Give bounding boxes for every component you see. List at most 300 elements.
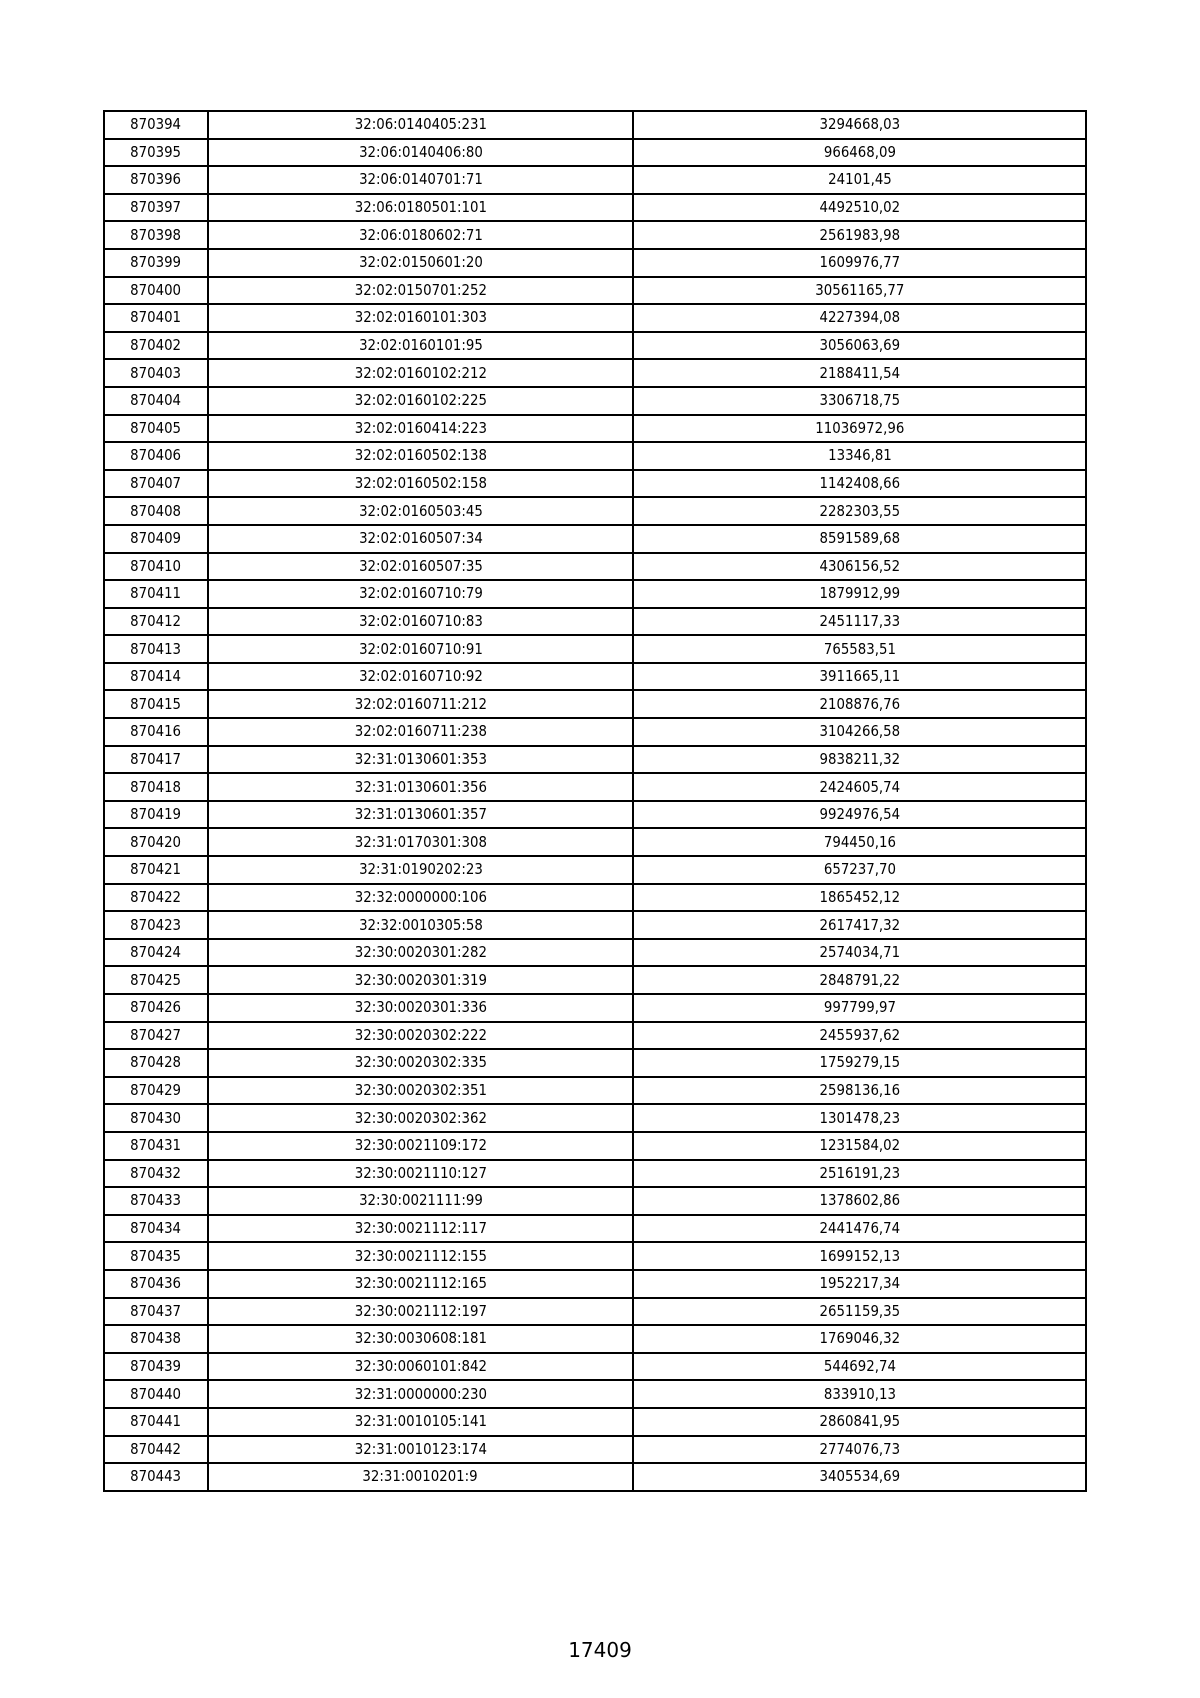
value-cell [633,359,1086,387]
row-number-cell-text: 870394 [130,115,182,134]
value-cell-text: 4492510,02 [819,198,900,217]
value-cell [633,1104,1086,1132]
row-number-cell [104,1187,208,1215]
row-number-cell [104,801,208,829]
row-number-cell-text: 870421 [130,860,182,879]
cadastral-number-cell-text: 32:31:0130601:353 [354,749,487,768]
cadastral-number-cell [208,359,633,387]
cadastral-number-cell-text: 32:06:0140405:231 [354,115,487,134]
cadastral-number-cell-text: 32:31:0170301:308 [354,832,487,851]
cadastral-number-cell [208,166,633,194]
value-cell [633,1132,1086,1160]
table-row [104,1160,1086,1188]
value-cell [633,966,1086,994]
cadastral-number-cell-text: 32:30:0021109:172 [354,1136,487,1155]
row-number-cell [104,1436,208,1464]
cadastral-number-cell [208,221,633,249]
row-number-cell [104,111,208,139]
row-number-cell [104,332,208,360]
table-row [104,1022,1086,1050]
value-cell [633,1436,1086,1464]
cadastral-number-cell [208,470,633,498]
value-cell-text: 2282303,55 [819,501,900,520]
table-row [104,387,1086,415]
cadastral-number-cell-text: 32:02:0160711:212 [354,694,487,713]
value-cell [633,690,1086,718]
table-row [104,525,1086,553]
value-cell [633,635,1086,663]
value-cell [633,470,1086,498]
row-number-cell-text: 870426 [130,998,182,1017]
row-number-cell [104,1270,208,1298]
value-cell [633,166,1086,194]
value-cell [633,221,1086,249]
cadastral-number-cell-text: 32:02:0160101:303 [354,308,487,327]
value-cell-text: 3911665,11 [819,667,900,686]
value-cell-text: 2774076,73 [819,1439,900,1458]
row-number-cell [104,1242,208,1270]
cadastral-number-cell [208,139,633,167]
value-cell-text: 9924976,54 [819,805,900,824]
row-number-cell [104,1049,208,1077]
value-cell-text: 1865452,12 [819,887,900,906]
table-row [104,828,1086,856]
cadastral-value-table [103,110,1087,1492]
cadastral-number-cell [208,553,633,581]
row-number-cell [104,1160,208,1188]
cadastral-number-cell-text: 32:32:0000000:106 [354,887,487,906]
value-cell [633,1077,1086,1105]
value-cell [633,194,1086,222]
table-row [104,497,1086,525]
value-cell-text: 1759279,15 [819,1053,900,1072]
row-number-cell [104,939,208,967]
row-number-cell-text: 870398 [130,225,182,244]
row-number-cell-text: 870397 [130,198,182,217]
row-number-cell-text: 870425 [130,970,182,989]
cadastral-number-cell-text: 32:02:0150701:252 [354,280,487,299]
table-row [104,911,1086,939]
cadastral-number-cell [208,1242,633,1270]
cadastral-number-cell-text: 32:02:0150601:20 [358,253,483,272]
value-cell-text: 1142408,66 [819,474,900,493]
table-row [104,580,1086,608]
cadastral-number-cell-text: 32:31:0010105:141 [354,1412,487,1431]
value-cell [633,387,1086,415]
cadastral-number-cell-text: 32:02:0160710:92 [358,667,483,686]
row-number-cell [104,1325,208,1353]
row-number-cell-text: 870396 [130,170,182,189]
cadastral-number-cell-text: 32:30:0020302:335 [354,1053,487,1072]
table-row [104,249,1086,277]
table-row [104,690,1086,718]
cadastral-number-cell [208,387,633,415]
row-number-cell [104,1215,208,1243]
row-number-cell [104,966,208,994]
cadastral-number-cell-text: 32:30:0020302:351 [354,1081,487,1100]
table-row [104,1242,1086,1270]
cadastral-number-cell-text: 32:06:0180602:71 [358,225,483,244]
value-cell [633,746,1086,774]
cadastral-number-cell-text: 32:02:0160502:138 [354,446,487,465]
value-cell-text: 3056063,69 [819,336,900,355]
value-cell-text: 657237,70 [823,860,896,879]
cadastral-number-cell-text: 32:06:0180501:101 [354,198,487,217]
row-number-cell [104,304,208,332]
row-number-cell-text: 870439 [130,1357,182,1376]
cadastral-number-cell [208,277,633,305]
cadastral-number-cell [208,1022,633,1050]
row-number-cell [104,1353,208,1381]
value-cell [633,1049,1086,1077]
row-number-cell [104,828,208,856]
cadastral-number-cell [208,1104,633,1132]
value-cell-text: 2455937,62 [819,1025,900,1044]
value-cell [633,580,1086,608]
value-cell [633,304,1086,332]
row-number-cell [104,580,208,608]
value-cell [633,1215,1086,1243]
cadastral-number-cell [208,966,633,994]
row-number-cell-text: 870400 [130,280,182,299]
row-number-cell-text: 870440 [130,1384,182,1403]
table-row [104,773,1086,801]
row-number-cell-text: 870431 [130,1136,182,1155]
row-number-cell-text: 870416 [130,722,182,741]
cadastral-number-cell [208,608,633,636]
row-number-cell-text: 870413 [130,639,182,658]
cadastral-number-cell [208,828,633,856]
row-number-cell-text: 870442 [130,1439,182,1458]
cadastral-number-cell-text: 32:02:0160710:83 [358,611,483,630]
value-cell-text: 1699152,13 [819,1246,900,1265]
cadastral-number-cell [208,1325,633,1353]
value-cell [633,1160,1086,1188]
row-number-cell-text: 870428 [130,1053,182,1072]
table-row [104,966,1086,994]
value-cell-text: 1879912,99 [819,584,900,603]
value-cell [633,249,1086,277]
cadastral-number-cell [208,994,633,1022]
value-cell-text: 2651159,35 [819,1301,900,1320]
value-cell [633,718,1086,746]
row-number-cell-text: 870424 [130,943,182,962]
cadastral-number-cell [208,801,633,829]
value-cell [633,1463,1086,1491]
table-row [104,1077,1086,1105]
page-number: 17409 [568,1638,632,1662]
cadastral-number-cell-text: 32:30:0020302:362 [354,1108,487,1127]
cadastral-number-cell [208,249,633,277]
value-cell-text: 966468,09 [823,142,896,161]
table-row [104,277,1086,305]
cadastral-number-cell-text: 32:30:0030608:181 [354,1329,487,1348]
row-number-cell-text: 870410 [130,556,182,575]
value-cell-text: 2451117,33 [819,611,900,630]
cadastral-number-cell [208,856,633,884]
value-cell-text: 2561983,98 [819,225,900,244]
value-cell-text: 1769046,32 [819,1329,900,1348]
row-number-cell [104,194,208,222]
value-cell [633,994,1086,1022]
table-row [104,746,1086,774]
cadastral-number-cell [208,635,633,663]
table-row [104,663,1086,691]
cadastral-number-cell-text: 32:02:0160710:91 [358,639,483,658]
value-cell-text: 1301478,23 [819,1108,900,1127]
row-number-cell-text: 870403 [130,363,182,382]
row-number-cell [104,1022,208,1050]
row-number-cell-text: 870443 [130,1467,182,1486]
value-cell-text: 30561165,77 [814,280,905,299]
row-number-cell-text: 870408 [130,501,182,520]
table-row [104,1408,1086,1436]
cadastral-number-cell-text: 32:31:0130601:357 [354,805,487,824]
row-number-cell-text: 870411 [130,584,182,603]
value-cell [633,1187,1086,1215]
value-cell-text: 1609976,77 [819,253,900,272]
table-row [104,1270,1086,1298]
value-cell [633,277,1086,305]
cadastral-number-cell [208,1049,633,1077]
cadastral-number-cell [208,1298,633,1326]
cadastral-number-cell-text: 32:31:0010201:9 [362,1467,479,1486]
table-row [104,939,1086,967]
row-number-cell [104,608,208,636]
cadastral-number-cell [208,304,633,332]
cadastral-number-cell [208,332,633,360]
table-row [104,332,1086,360]
row-number-cell [104,1463,208,1491]
value-cell-text: 3405534,69 [819,1467,900,1486]
cadastral-number-cell-text: 32:02:0160507:35 [358,556,483,575]
cadastral-number-cell [208,442,633,470]
value-cell-text: 2424605,74 [819,777,900,796]
cadastral-number-cell-text: 32:32:0010305:58 [358,915,483,934]
cadastral-number-cell-text: 32:02:0160710:79 [358,584,483,603]
row-number-cell [104,1132,208,1160]
cadastral-number-cell-text: 32:06:0140406:80 [358,142,483,161]
table-body [104,111,1086,1491]
row-number-cell [104,884,208,912]
value-cell [633,1380,1086,1408]
value-cell [633,1022,1086,1050]
row-number-cell-text: 870406 [130,446,182,465]
row-number-cell [104,746,208,774]
row-number-cell-text: 870438 [130,1329,182,1348]
value-cell-text: 1231584,02 [819,1136,900,1155]
row-number-cell-text: 870414 [130,667,182,686]
row-number-cell-text: 870404 [130,391,182,410]
row-number-cell [104,221,208,249]
value-cell [633,332,1086,360]
cadastral-number-cell-text: 32:30:0021112:197 [354,1301,487,1320]
row-number-cell-text: 870429 [130,1081,182,1100]
value-cell [633,442,1086,470]
cadastral-number-cell-text: 32:02:0160101:95 [358,336,483,355]
cadastral-number-cell [208,194,633,222]
value-cell [633,801,1086,829]
row-number-cell [104,1104,208,1132]
value-cell-text: 2516191,23 [819,1163,900,1182]
cadastral-number-cell-text: 32:30:0060101:842 [354,1357,487,1376]
cadastral-number-cell-text: 32:31:0000000:230 [354,1384,487,1403]
row-number-cell [104,1077,208,1105]
table-row [104,304,1086,332]
cadastral-number-cell [208,1077,633,1105]
row-number-cell-text: 870432 [130,1163,182,1182]
table-row [104,221,1086,249]
value-cell [633,553,1086,581]
cadastral-number-cell [208,1380,633,1408]
table-row [104,415,1086,443]
row-number-cell [104,1298,208,1326]
table-row [104,1049,1086,1077]
value-cell-text: 24101,45 [827,170,892,189]
cadastral-number-cell-text: 32:06:0140701:71 [358,170,483,189]
value-cell-text: 544692,74 [823,1357,896,1376]
row-number-cell-text: 870435 [130,1246,182,1265]
table-row [104,111,1086,139]
row-number-cell [104,690,208,718]
cadastral-number-cell-text: 32:30:0021110:127 [354,1163,487,1182]
table-row [104,1436,1086,1464]
value-cell [633,497,1086,525]
cadastral-number-cell [208,415,633,443]
row-number-cell [104,1408,208,1436]
row-number-cell-text: 870405 [130,418,182,437]
value-cell-text: 3104266,58 [819,722,900,741]
value-cell-text: 4227394,08 [819,308,900,327]
cadastral-number-cell-text: 32:30:0020301:282 [354,943,487,962]
row-number-cell-text: 870407 [130,474,182,493]
value-cell-text: 2617417,32 [819,915,900,934]
row-number-cell [104,1380,208,1408]
row-number-cell [104,911,208,939]
cadastral-number-cell-text: 32:02:0160503:45 [358,501,483,520]
cadastral-number-cell-text: 32:30:0021112:155 [354,1246,487,1265]
row-number-cell [104,553,208,581]
row-number-cell [104,442,208,470]
value-cell [633,525,1086,553]
value-cell [633,1270,1086,1298]
table-row [104,1298,1086,1326]
table-row [104,166,1086,194]
row-number-cell-text: 870418 [130,777,182,796]
table-row [104,994,1086,1022]
value-cell-text: 2188411,54 [819,363,900,382]
cadastral-number-cell [208,911,633,939]
cadastral-number-cell-text: 32:02:0160102:225 [354,391,487,410]
row-number-cell-text: 870402 [130,336,182,355]
row-number-cell [104,415,208,443]
row-number-cell-text: 870422 [130,887,182,906]
value-cell-text: 13346,81 [827,446,892,465]
cadastral-number-cell [208,525,633,553]
row-number-cell-text: 870430 [130,1108,182,1127]
table-row [104,1132,1086,1160]
cadastral-number-cell-text: 32:02:0160414:223 [354,418,487,437]
cadastral-number-cell-text: 32:02:0160507:34 [358,529,483,548]
cadastral-number-cell-text: 32:02:0160502:158 [354,474,487,493]
value-cell [633,1353,1086,1381]
row-number-cell [104,139,208,167]
row-number-cell [104,359,208,387]
row-number-cell [104,525,208,553]
value-cell-text: 2598136,16 [819,1081,900,1100]
row-number-cell-text: 870441 [130,1412,182,1431]
row-number-cell [104,635,208,663]
value-cell [633,1408,1086,1436]
cadastral-number-cell [208,690,633,718]
table-row [104,553,1086,581]
row-number-cell [104,166,208,194]
row-number-cell-text: 870434 [130,1219,182,1238]
row-number-cell [104,773,208,801]
value-cell [633,1298,1086,1326]
row-number-cell [104,856,208,884]
cadastral-number-cell-text: 32:02:0160102:212 [354,363,487,382]
value-cell-text: 1378602,86 [819,1191,900,1210]
cadastral-number-cell-text: 32:30:0021112:165 [354,1274,487,1293]
row-number-cell [104,663,208,691]
cadastral-number-cell [208,773,633,801]
value-cell [633,1242,1086,1270]
value-cell-text: 8591589,68 [819,529,900,548]
table-row [104,359,1086,387]
table-row [104,718,1086,746]
value-cell [633,415,1086,443]
value-cell-text: 997799,97 [823,998,896,1017]
value-cell [633,773,1086,801]
value-cell [633,884,1086,912]
row-number-cell [104,994,208,1022]
table-row [104,139,1086,167]
value-cell-text: 11036972,96 [814,418,905,437]
value-cell-text: 2441476,74 [819,1219,900,1238]
row-number-cell-text: 870395 [130,142,182,161]
table-row [104,470,1086,498]
cadastral-number-cell [208,663,633,691]
row-number-cell-text: 870423 [130,915,182,934]
row-number-cell [104,277,208,305]
cadastral-number-cell [208,939,633,967]
value-cell-text: 2574034,71 [819,943,900,962]
row-number-cell [104,387,208,415]
cadastral-number-cell-text: 32:31:0130601:356 [354,777,487,796]
table-row [104,884,1086,912]
table-row [104,1187,1086,1215]
row-number-cell [104,497,208,525]
value-cell [633,663,1086,691]
table-row [104,856,1086,884]
row-number-cell-text: 870436 [130,1274,182,1293]
table-row [104,1215,1086,1243]
cadastral-number-cell [208,497,633,525]
cadastral-number-cell [208,1270,633,1298]
value-cell [633,828,1086,856]
value-cell-text: 2848791,22 [819,970,900,989]
value-cell-text: 2108876,76 [819,694,900,713]
value-cell-text: 4306156,52 [819,556,900,575]
cadastral-number-cell-text: 32:30:0021112:117 [354,1219,487,1238]
value-cell [633,911,1086,939]
value-cell-text: 833910,13 [823,1384,896,1403]
row-number-cell-text: 870415 [130,694,182,713]
row-number-cell [104,249,208,277]
cadastral-number-cell [208,1408,633,1436]
value-cell [633,1325,1086,1353]
